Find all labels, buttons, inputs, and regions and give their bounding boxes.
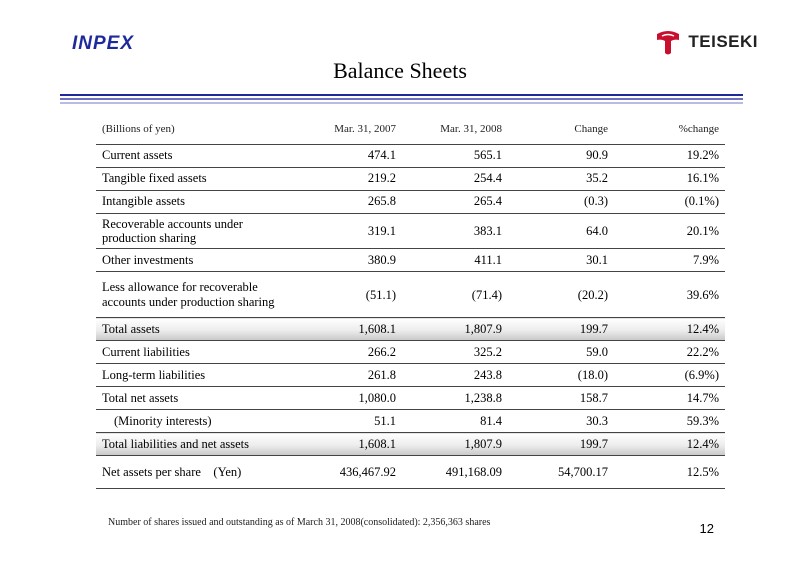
cell-2007: 436,467.92 [296, 456, 402, 489]
cell-change: 158.7 [508, 387, 614, 410]
cell-2008: 81.4 [402, 410, 508, 433]
page-number: 12 [699, 521, 714, 536]
table-row [96, 144, 725, 167]
table-row [96, 249, 725, 272]
cell-change: 199.7 [508, 318, 614, 341]
cell-2008: (71.4) [402, 272, 508, 318]
cell-2008: 565.1 [402, 144, 508, 167]
cell-change: 59.0 [508, 341, 614, 364]
balance-sheet-table [96, 114, 725, 489]
column-header-pct-change: %change [614, 114, 725, 144]
row-label: Other investments [96, 249, 296, 272]
cell-2008: 383.1 [402, 213, 508, 249]
row-label: Recoverable accounts under production sharing [96, 213, 296, 249]
teiseki-wordmark: TEISEKI [688, 32, 758, 51]
cell-pct-change: 12.4% [614, 433, 725, 456]
row-label: Net assets per share (Yen) [96, 456, 296, 489]
cell-pct-change: 39.6% [614, 272, 725, 318]
column-header-change: Change [508, 114, 614, 144]
table-row [96, 213, 725, 249]
table-row [96, 190, 725, 213]
cell-pct-change: 22.2% [614, 341, 725, 364]
cell-2007: 219.2 [296, 167, 402, 190]
row-label: Total assets [96, 318, 296, 341]
cell-pct-change: 12.5% [614, 456, 725, 489]
row-label: Total liabilities and net assets [96, 433, 296, 456]
table-row [96, 167, 725, 190]
footnote: Number of shares issued and outstanding as of March 31, 2008(consolidated): 2,356,363 shares [108, 517, 491, 528]
cell-pct-change: 19.2% [614, 144, 725, 167]
cell-2007: (51.1) [296, 272, 402, 318]
cell-2007: 1,608.1 [296, 433, 402, 456]
cell-pct-change: 16.1% [614, 167, 725, 190]
teiseki-logo [654, 27, 758, 57]
cell-change: 30.3 [508, 410, 614, 433]
cell-2008: 243.8 [402, 364, 508, 387]
cell-2008: 254.4 [402, 167, 508, 190]
cell-change: 30.1 [508, 249, 614, 272]
cell-2007: 319.1 [296, 213, 402, 249]
table-row-total-liabilities [96, 433, 725, 456]
table-row [96, 364, 725, 387]
cell-2008: 491,168.09 [402, 456, 508, 489]
row-label: Current liabilities [96, 341, 296, 364]
cell-change: 199.7 [508, 433, 614, 456]
cell-2007: 1,608.1 [296, 318, 402, 341]
table-row-net-assets-per-share [96, 456, 725, 489]
cell-pct-change: 59.3% [614, 410, 725, 433]
row-label: Tangible fixed assets [96, 167, 296, 190]
row-label: Less allowance for recoverable accounts under production sharing [96, 272, 296, 318]
cell-change: 64.0 [508, 213, 614, 249]
cell-pct-change: (0.1%) [614, 190, 725, 213]
cell-pct-change: 14.7% [614, 387, 725, 410]
cell-change: 54,700.17 [508, 456, 614, 489]
table-header-row [96, 114, 725, 144]
cell-2007: 51.1 [296, 410, 402, 433]
row-label: Total net assets [96, 387, 296, 410]
cell-2007: 1,080.0 [296, 387, 402, 410]
cell-2008: 1,807.9 [402, 318, 508, 341]
cell-2008: 265.4 [402, 190, 508, 213]
inpex-logo: INPEX [72, 33, 135, 54]
column-header-units: (Billions of yen) [96, 114, 296, 144]
cell-pct-change: 12.4% [614, 318, 725, 341]
cell-2007: 266.2 [296, 341, 402, 364]
cell-change: 90.9 [508, 144, 614, 167]
cell-2008: 1,238.8 [402, 387, 508, 410]
row-label: Intangible assets [96, 190, 296, 213]
cell-pct-change: (6.9%) [614, 364, 725, 387]
cell-2007: 474.1 [296, 144, 402, 167]
table-row-total-assets [96, 318, 725, 341]
cell-change: (0.3) [508, 190, 614, 213]
table-row [96, 341, 725, 364]
row-label: Current assets [96, 144, 296, 167]
table-row [96, 272, 725, 318]
cell-pct-change: 7.9% [614, 249, 725, 272]
cell-2008: 411.1 [402, 249, 508, 272]
page-title: Balance Sheets [333, 58, 467, 83]
row-label: Long-term liabilities [96, 364, 296, 387]
cell-pct-change: 20.1% [614, 213, 725, 249]
column-header-2007: Mar. 31, 2007 [296, 114, 402, 144]
table-row [96, 387, 725, 410]
teiseki-mark-icon [654, 28, 682, 56]
cell-2007: 265.8 [296, 190, 402, 213]
cell-2007: 261.8 [296, 364, 402, 387]
cell-2008: 325.2 [402, 341, 508, 364]
cell-2008: 1,807.9 [402, 433, 508, 456]
cell-change: 35.2 [508, 167, 614, 190]
cell-change: (20.2) [508, 272, 614, 318]
row-label: (Minority interests) [96, 410, 296, 433]
column-header-2008: Mar. 31, 2008 [402, 114, 508, 144]
title-divider [60, 94, 743, 104]
cell-change: (18.0) [508, 364, 614, 387]
cell-2007: 380.9 [296, 249, 402, 272]
table-row [96, 410, 725, 433]
